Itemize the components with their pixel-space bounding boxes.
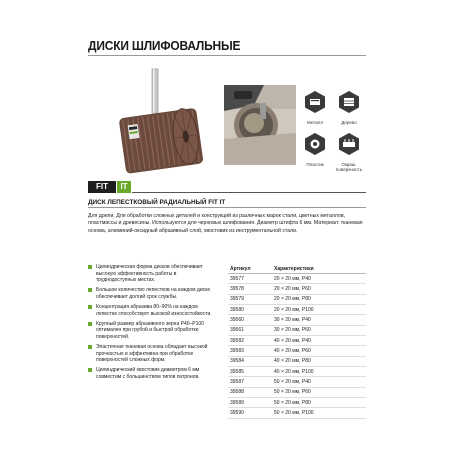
article-cell: 39579 [228,294,272,304]
column-header-specs: Характеристики [272,264,366,274]
article-cell: 39583 [228,346,272,356]
bullet-icon [88,265,92,269]
table-row [228,387,366,397]
article-cell: 39578 [228,284,272,294]
article-cell: 39587 [228,377,272,387]
spec-cell: 50 × 20 мм, P40 [272,377,366,387]
material-label: Металл [307,120,323,125]
article-cell: 39582 [228,336,272,346]
article-cell: 39560 [228,315,272,325]
feature-text: Эластичная тканевая основа обладает высокой прочностью и эффективна при обработке поверхностей сложных форм. [96,343,208,364]
feature-list [88,264,216,384]
title-divider [88,55,366,56]
feature-text: Крупный размер абразивного зерна P40–P100 оптимален при грубой и быстрой обработке поверхностей. [96,320,204,340]
table-row [228,346,366,356]
feature-item [88,287,216,300]
table-row [228,356,366,366]
table-row [228,315,366,325]
subtitle-divider [88,207,366,208]
it-series-badge: IT [117,181,131,193]
article-cell: 39580 [228,305,272,315]
table-row [228,305,366,315]
table-row [228,274,366,284]
page-title: ДИСКИ ШЛИФОВАЛЬНЫЕ [88,38,241,53]
article-cell: 39589 [228,398,272,408]
table-row [228,294,366,304]
table-row [228,408,366,418]
article-cell: 39585 [228,367,272,377]
materials-grid [300,90,366,180]
article-cell: 39588 [228,387,272,397]
bullet-icon [88,288,92,292]
feature-item [88,367,216,380]
product-description: Для дрели. Для обработки сложных деталей и конструкций из различных марок стали, цветных металлов, пластмассы и древесины. Используются для черновых шлифования. Диаметр штифта 6 мм. Материал: тканевая основа, алюминий-оксидный абразивный слой, хвостовик из инструментальной стали. [88,213,363,234]
feature-text: Цилиндрическая форма дисков обеспечивает высокую эффективность работы в труднодоступных местах. [96,264,203,284]
feature-text: Большое количество лепестков на каждом диске обеспечивает долгий срок службы. [96,287,211,300]
feature-text: Концентрация абразива 80–90% на каждом лепестке способствует высокой износостойкости. [96,303,212,317]
article-cell: 39577 [228,274,272,284]
feature-item [88,304,216,317]
feature-item [88,264,216,284]
table-header-row [228,264,366,274]
column-header-article: Артикул [228,264,272,274]
table-row [228,398,366,408]
spec-cell: 40 × 20 мм, P80 [272,356,366,366]
spec-cell: 50 × 20 мм, P80 [272,398,366,408]
spec-cell: 30 × 20 мм, P60 [272,325,366,335]
bullet-icon [88,305,92,309]
table-row [228,377,366,387]
bullet-icon [88,345,92,349]
brand-divider [132,192,366,193]
feature-item [88,321,216,341]
feature-item [88,344,216,364]
metal-icon [303,90,327,114]
spec-cell: 50 × 20 мм, P60 [272,387,366,397]
table-row [228,284,366,294]
brand-bar [88,181,366,193]
specs-table [228,264,366,419]
usage-photo [224,85,296,165]
material-label: Пластик [306,162,324,167]
spec-cell: 20 × 20 мм, P40 [272,274,366,284]
material-painted-surface [334,132,364,172]
bullet-icon [88,368,92,372]
material-wood [334,90,364,125]
product-subtitle: ДИСК ЛЕПЕСТКОВЫЙ РАДИАЛЬНЫЙ FIT IT [88,199,226,206]
surface-cleaning-icon [337,132,361,156]
table-row [228,325,366,335]
bullet-icon [88,322,92,326]
material-label: Окраш. поверхность [335,162,363,172]
material-metal [300,90,330,125]
article-cell: 39584 [228,356,272,366]
spec-cell: 20 × 20 мм, P60 [272,284,366,294]
flap-wheel-product-image [100,65,220,175]
plastic-icon [303,132,327,156]
table-row [228,336,366,346]
spec-cell: 20 × 20 мм, P80 [272,294,366,304]
spec-cell: 40 × 20 мм, P100 [272,367,366,377]
fit-logo: FIT [88,181,116,193]
article-cell: 39590 [228,408,272,418]
spec-cell: 20 × 20 мм, P100 [272,305,366,315]
table-row [228,367,366,377]
feature-text: Цилиндрический хвостовик диаметром 6 мм совместим с большинством типов патронов. [96,367,200,380]
spec-cell: 30 × 20 мм, P40 [272,315,366,325]
wood-icon [337,90,361,114]
material-plastic [300,132,330,167]
spec-cell: 40 × 20 мм, P40 [272,336,366,346]
spec-cell: 40 × 20 мм, P60 [272,346,366,356]
material-label: Дерево [341,120,357,125]
spec-cell: 50 × 20 мм, P100 [272,408,366,418]
article-cell: 39561 [228,325,272,335]
